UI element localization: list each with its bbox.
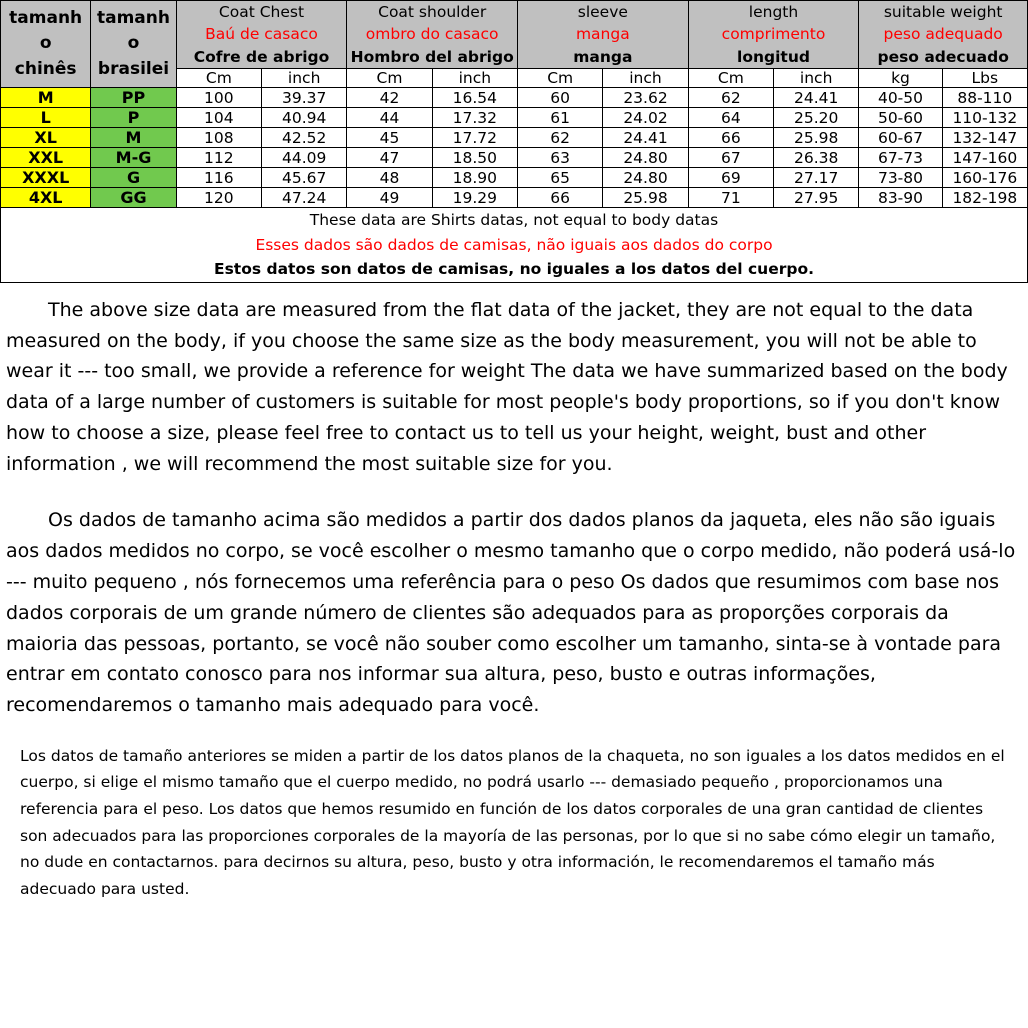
cell-value: 160-176 [942,168,1027,188]
table-row [1,108,1028,128]
cell-value: 104 [176,108,261,128]
cell-value: 45.67 [262,168,347,188]
header-coat-chest-en: Coat Chest [218,3,305,21]
footnote-es: Estos datos son datos de camisas, no iguales a los datos del cuerpo. [213,260,814,279]
cell-value: 67-73 [859,148,942,168]
cell-value: 83-90 [859,188,942,208]
header-length-en: length [748,3,799,21]
unit-header: inch [774,69,859,88]
header-coat-chest-pt: Baú de casaco [205,25,318,44]
header-coat-shoulder-en: Coat shoulder [378,3,487,21]
unit-header: inch [432,69,517,88]
header-chinese-size-line1: tamanh [9,7,83,28]
header-brazil-size [91,1,176,88]
header-length [688,1,859,69]
cell-value: 110-132 [942,108,1027,128]
cell-value: 132-147 [942,128,1027,148]
cell-value: 45 [347,128,432,148]
unit-header: inch [262,69,347,88]
cell-brazil-size: M [91,128,176,148]
cell-brazil-size: G [91,168,176,188]
cell-value: 64 [688,108,773,128]
cell-value: 40.94 [262,108,347,128]
cell-value: 24.80 [603,168,688,188]
header-weight-es: peso adecuado [877,47,1009,66]
cell-value: 47.24 [262,188,347,208]
header-length-es: longitud [737,47,810,66]
cell-value: 39.37 [262,88,347,108]
table-row [1,168,1028,188]
header-sleeve-es: manga [573,47,633,66]
unit-header: inch [603,69,688,88]
footnote-pt: Esses dados são dados de camisas, não iguais aos dados do corpo [255,235,773,254]
unit-header: Cm [347,69,432,88]
cell-chinese-size: 4XL [1,188,91,208]
table-header-row [1,1,1028,69]
cell-brazil-size: M-G [91,148,176,168]
header-length-pt: comprimento [721,25,826,44]
cell-value: 62 [688,88,773,108]
table-row [1,128,1028,148]
cell-value: 120 [176,188,261,208]
cell-value: 23.62 [603,88,688,108]
cell-brazil-size: PP [91,88,176,108]
cell-value: 24.80 [603,148,688,168]
header-chinese-size-line2: o [39,33,52,54]
unit-header: Lbs [942,69,1027,88]
table-row [1,148,1028,168]
cell-value: 42 [347,88,432,108]
cell-value: 65 [518,168,603,188]
paragraph-english: The above size data are measured from the flat data of the jacket, they are not equal to the data measured on the body, if you choose the same size as the body measurement, you will not be able to wear it --- too small, we provide a reference for weight The data we have summarized based on the body data of a large number of customers is suitable for most people's body proportions, so if you don't know how to choose a size, please feel free to contact us to tell us your height, weight, bust and other information , we will recommend the most suitable size for you. [6,298,1008,475]
cell-value: 24.41 [603,128,688,148]
header-sleeve-pt: manga [575,25,630,44]
cell-value: 112 [176,148,261,168]
cell-value: 26.38 [774,148,859,168]
table-row [1,88,1028,108]
cell-value: 42.52 [262,128,347,148]
cell-value: 61 [518,108,603,128]
cell-chinese-size: XXL [1,148,91,168]
cell-value: 182-198 [942,188,1027,208]
cell-value: 60-67 [859,128,942,148]
cell-value: 88-110 [942,88,1027,108]
header-brazil-size-line2: o [127,33,140,54]
cell-value: 24.02 [603,108,688,128]
header-suitable-weight [859,1,1028,69]
cell-value: 49 [347,188,432,208]
cell-value: 25.20 [774,108,859,128]
cell-value: 40-50 [859,88,942,108]
cell-value: 18.90 [432,168,517,188]
cell-value: 73-80 [859,168,942,188]
header-sleeve-en: sleeve [577,3,628,21]
cell-chinese-size: XXXL [1,168,91,188]
table-footnote-row [1,208,1028,282]
cell-value: 66 [688,128,773,148]
header-brazil-size-line3: brasilei [97,58,170,79]
header-coat-shoulder [347,1,518,69]
header-coat-shoulder-pt: ombro do casaco [365,25,499,44]
cell-value: 17.32 [432,108,517,128]
cell-value: 147-160 [942,148,1027,168]
cell-value: 24.41 [774,88,859,108]
cell-value: 47 [347,148,432,168]
cell-value: 60 [518,88,603,108]
unit-header: kg [859,69,942,88]
cell-value: 100 [176,88,261,108]
cell-value: 44.09 [262,148,347,168]
cell-value: 63 [518,148,603,168]
header-weight-pt: peso adequado [883,25,1003,44]
cell-value: 25.98 [603,188,688,208]
cell-value: 62 [518,128,603,148]
cell-value: 25.98 [774,128,859,148]
cell-value: 19.29 [432,188,517,208]
cell-value: 48 [347,168,432,188]
cell-value: 27.95 [774,188,859,208]
cell-chinese-size: M [1,88,91,108]
cell-value: 16.54 [432,88,517,108]
footnote-en: These data are Shirts datas, not equal to body datas [309,211,719,230]
header-weight-en: suitable weight [883,3,1003,21]
header-brazil-size-line1: tamanh [97,7,170,28]
paragraph-portuguese: Os dados de tamanho acima são medidos a partir dos dados planos da jaqueta, eles não são iguais aos dados medidos no corpo, se você escolher o mesmo tamanho que o corpo medido, não poderá usá-lo --- muito pequeno , nós fornecemos uma referência para o peso Os dados que resumimos com base nos dados corporais de um grande número de clientes são adequados para as proporções corporais da maioria das pessoas, portanto, se você não souber como escolher um tamanho, sinta-se à vontade para entrar em contato conosco para nos informar sua altura, peso, busto e outras informações, recomendaremos o tamanho mais adequado para você. [6,509,1016,717]
unit-header: Cm [176,69,261,88]
cell-value: 17.72 [432,128,517,148]
cell-chinese-size: L [1,108,91,128]
cell-value: 108 [176,128,261,148]
header-coat-shoulder-es: Hombro del abrigo [350,47,514,66]
header-coat-chest-es: Cofre de abrigo [193,47,330,66]
header-sleeve [518,1,689,69]
header-coat-chest [176,1,347,69]
cell-value: 69 [688,168,773,188]
cell-brazil-size: P [91,108,176,128]
unit-header: Cm [518,69,603,88]
header-chinese-size-line3: chinês [14,58,77,79]
cell-value: 67 [688,148,773,168]
cell-value: 71 [688,188,773,208]
cell-value: 116 [176,168,261,188]
unit-header: Cm [688,69,773,88]
cell-value: 44 [347,108,432,128]
size-table [0,0,1028,283]
cell-value: 27.17 [774,168,859,188]
cell-chinese-size: XL [1,128,91,148]
paragraph-spanish: Los datos de tamaño anteriores se miden a partir de los datos planos de la chaqueta, no son iguales a los datos medidos en el cuerpo, si elige el mismo tamaño que el cuerpo medido, no podrá usarlo --- demasiado pequeño , proporcionamos una referencia para el peso. Los datos que hemos resumido en función de los datos corporales de una gran cantidad de clientes son adecuados para las proporciones corporales de la mayoría de las personas, por lo que si no sabe cómo elegir un tamaño, no dude en contactarnos. para decirnos su altura, peso, busto y otra información, le recomendaremos el tamaño más adecuado para usted. [20,746,1005,899]
header-chinese-size [1,1,91,88]
cell-value: 50-60 [859,108,942,128]
cell-value: 66 [518,188,603,208]
cell-brazil-size: GG [91,188,176,208]
table-footnote [1,208,1028,282]
cell-value: 18.50 [432,148,517,168]
table-row [1,188,1028,208]
